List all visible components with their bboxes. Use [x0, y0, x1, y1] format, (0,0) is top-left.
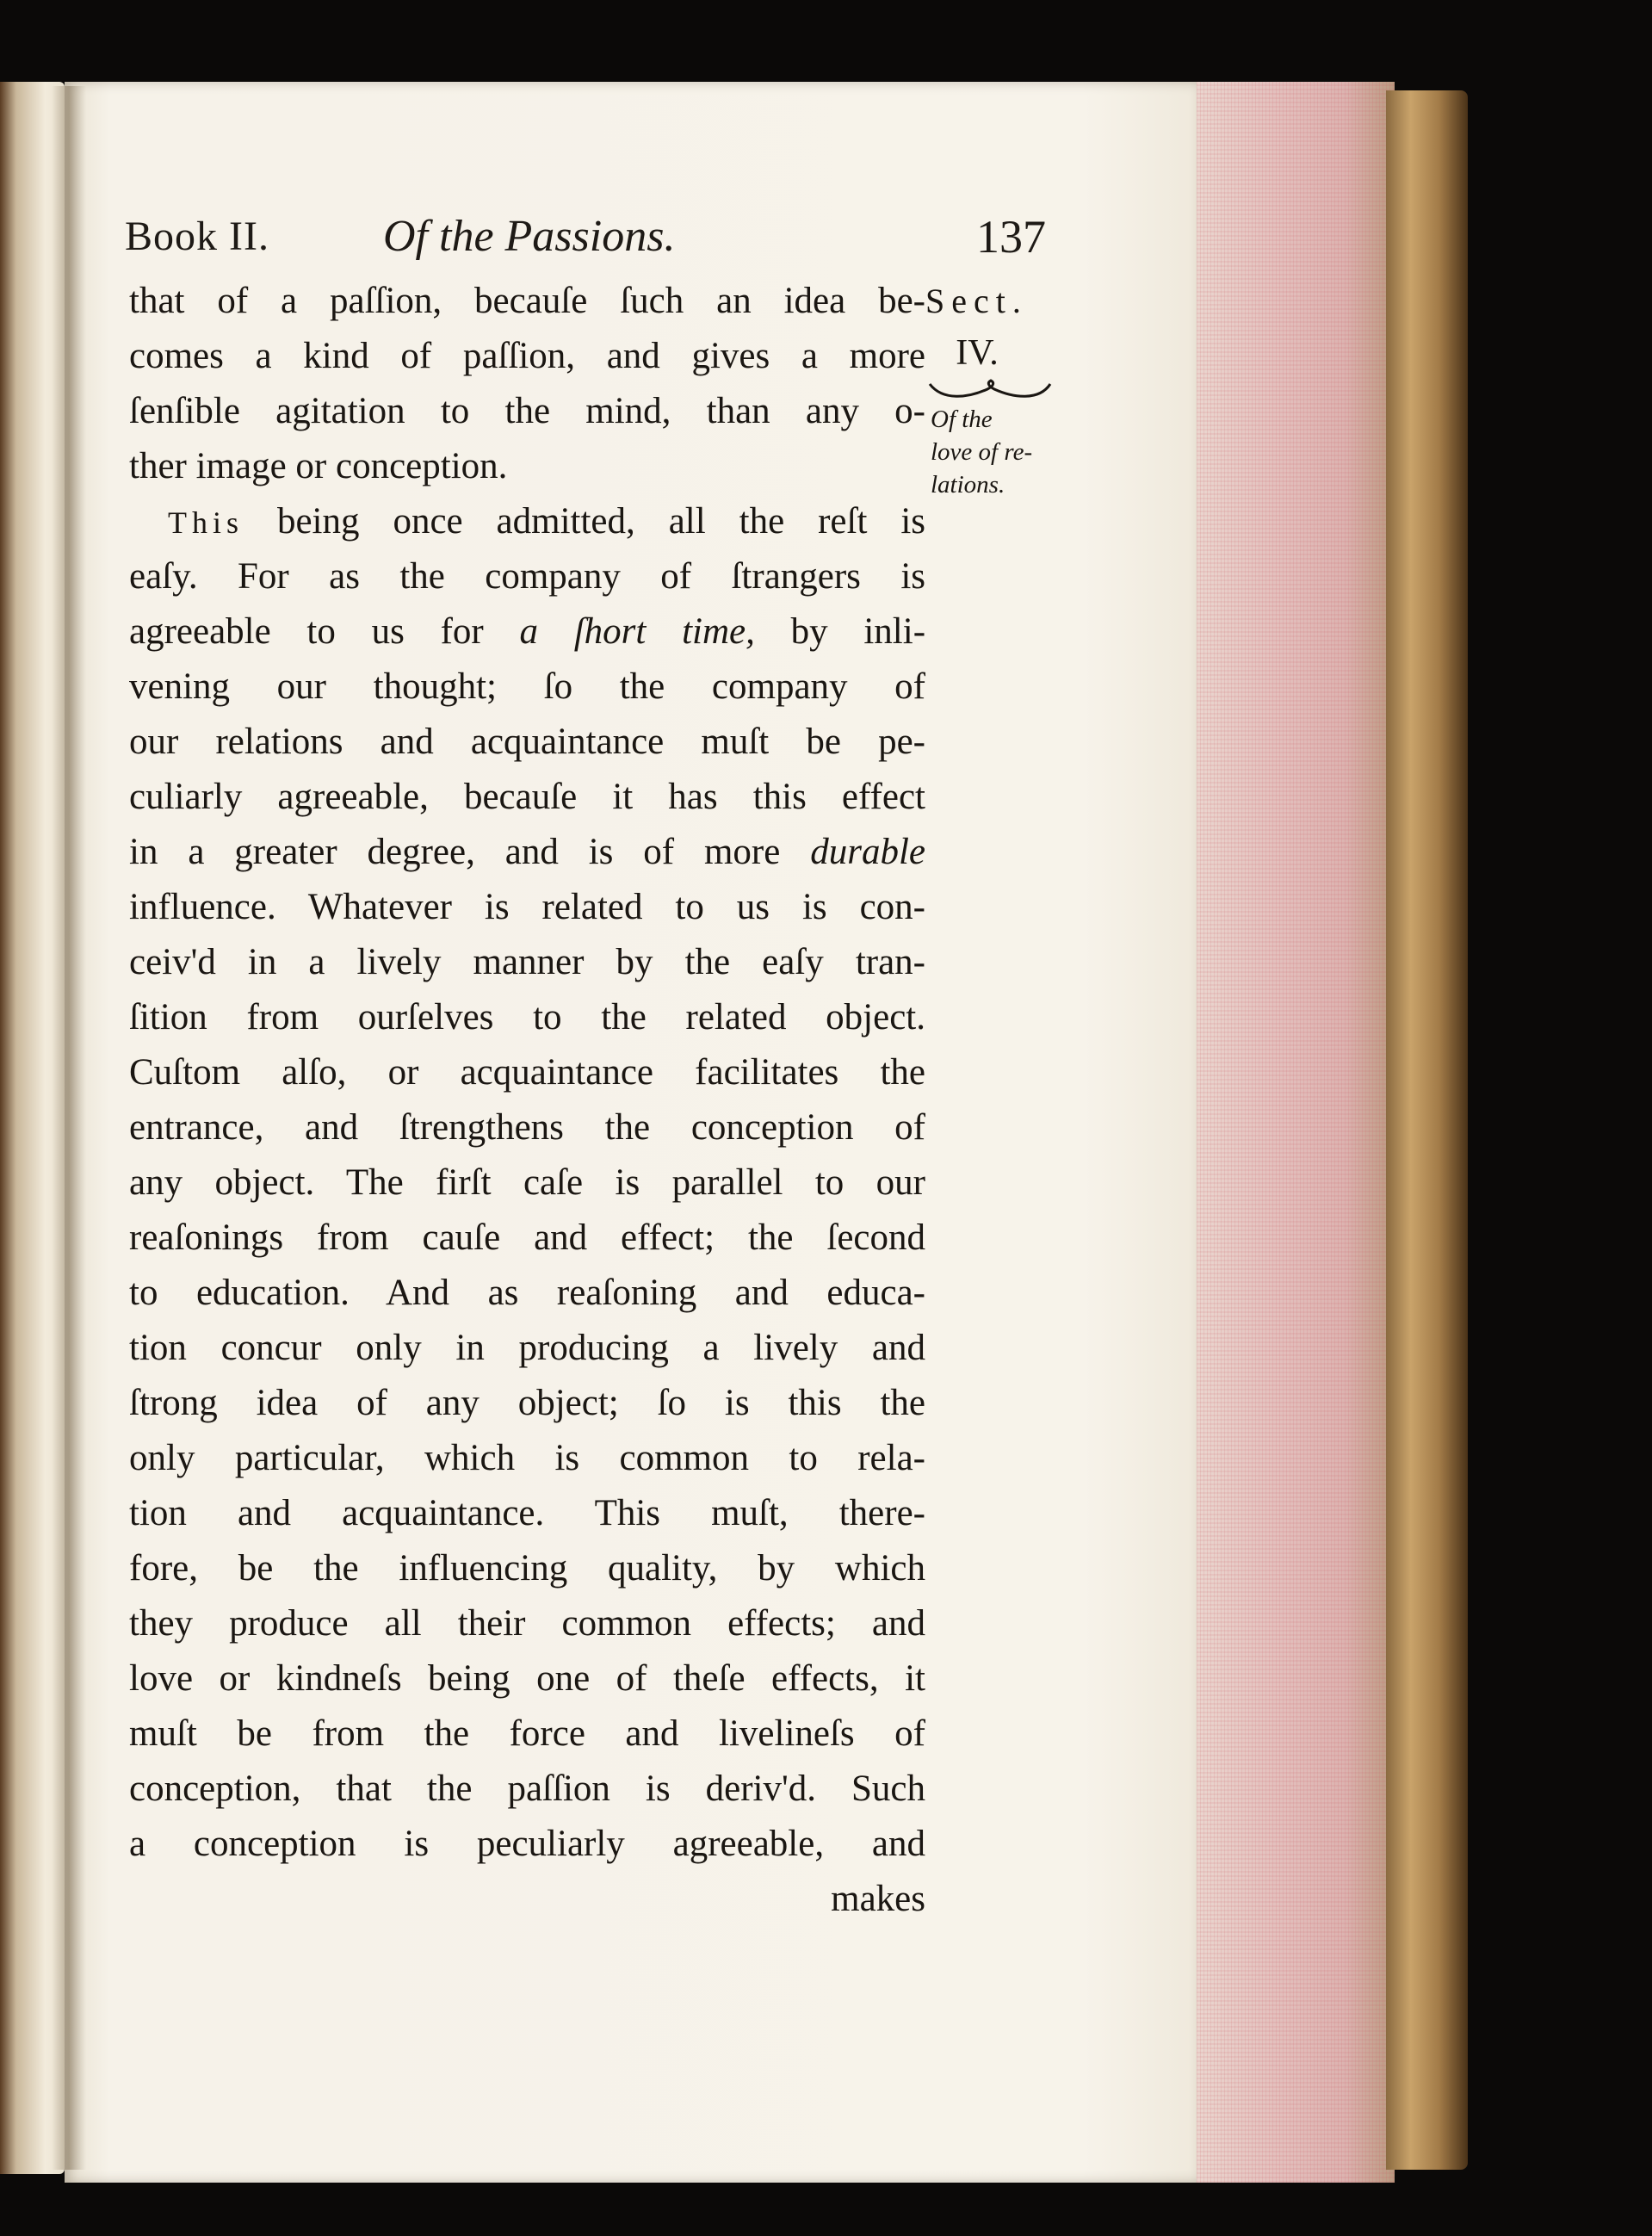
- gloss-line: love of re-: [931, 438, 1033, 466]
- text-line: Cuſtom alſo, or acquaintance facilitates the: [129, 1052, 925, 1093]
- text-line: ther image or conception.: [129, 446, 508, 486]
- text-line: eaſy. For as the company of ſtrangers is: [129, 556, 925, 597]
- text-line: influence. Whatever is related to us is con-: [129, 887, 925, 927]
- text-line: fore, be the influencing quality, by which: [129, 1548, 925, 1589]
- text-fragment: being once admitted, all the reſt is: [276, 501, 926, 542]
- text-fragment: by inli-: [790, 611, 926, 652]
- text-line: vening our thought; ſo the company of: [129, 666, 925, 707]
- running-head-title: Of the Passions.: [383, 212, 676, 261]
- running-head: [125, 211, 1046, 271]
- text-line: comes a kind of paſſion, and gives a more: [129, 336, 925, 376]
- italic-word: durable: [810, 832, 926, 872]
- text-line: only particular, which is common to rela-: [129, 1438, 925, 1478]
- text-line: entrance, and ſtrengthens the conception of: [129, 1107, 925, 1148]
- text-line: ſenſible agitation to the mind, than any o-: [129, 391, 925, 431]
- text-line: ſition from ourſelves to the related object.: [129, 997, 925, 1037]
- marginal-note: [925, 274, 1072, 501]
- text-line: muſt be from the force and livelineſs of: [129, 1713, 925, 1754]
- text-line: they produce all their common effects; and: [129, 1603, 925, 1644]
- text-line: that of a paſſion, becauſe ſuch an idea be-: [129, 281, 925, 321]
- book-cover-edge: [1386, 90, 1468, 2170]
- text-fragment: in a greater degree, and is of more: [129, 832, 781, 872]
- text-line: any object. The firſt caſe is parallel to our: [129, 1162, 925, 1203]
- text-fragment: agreeable to us for: [129, 611, 484, 652]
- text-line: to education. And as reaſoning and educa-: [129, 1273, 925, 1313]
- text-line: culiarly agreeable, becauſe it has this effect: [129, 777, 925, 817]
- italic-phrase: a ſhort time,: [519, 611, 755, 652]
- smallcaps-word: This: [168, 505, 244, 540]
- catchword: makes: [831, 1879, 925, 1919]
- text-line: ceiv'd in a lively manner by the eaſy tran-: [129, 942, 925, 982]
- section-number: IV.: [956, 333, 999, 373]
- section-label: Sect.: [925, 282, 1028, 320]
- text-line: tion concur only in producing a lively and: [129, 1328, 925, 1368]
- text-line: a conception is peculiarly agreeable, and: [129, 1824, 925, 1864]
- text-line: [129, 494, 925, 549]
- gutter-shadow: [52, 86, 86, 2170]
- text-line: love or kindneſs being one of theſe effects, it: [129, 1658, 925, 1699]
- text-line: conception, that the paſſion is deriv'd. Such: [129, 1768, 925, 1809]
- gloss-line: Of the: [931, 406, 993, 433]
- text-line: reaſonings from cauſe and effect; the ſecond: [129, 1217, 925, 1258]
- brace-ornament: [925, 377, 1055, 403]
- page-fore-edge: [1197, 82, 1395, 2183]
- body-text: [129, 274, 925, 1927]
- page-number: 137: [976, 211, 1046, 263]
- text-line: our relations and acquaintance muſt be pe-: [129, 722, 925, 762]
- running-head-book: Book II.: [125, 214, 269, 259]
- text-line: [129, 825, 925, 880]
- text-line: tion and acquaintance. This muſt, there-: [129, 1493, 925, 1533]
- text-line: [129, 604, 925, 660]
- text-line: ſtrong idea of any object; ſo is this the: [129, 1383, 925, 1423]
- gloss-line: lations.: [931, 471, 1005, 499]
